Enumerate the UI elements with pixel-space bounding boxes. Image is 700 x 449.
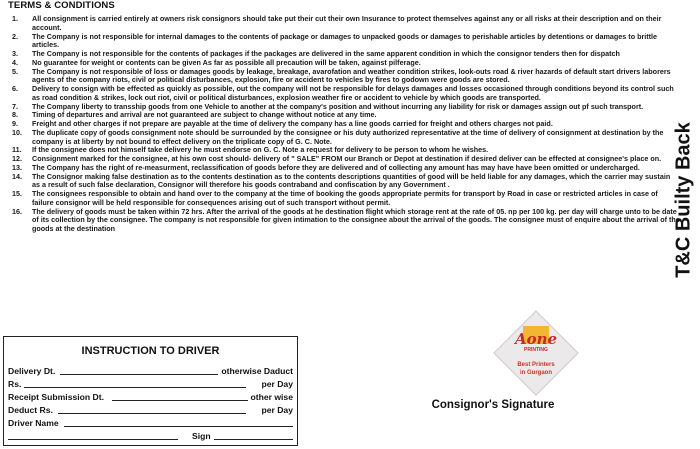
side-title xyxy=(668,122,700,278)
per-day-label-2: per Day xyxy=(261,405,293,415)
term-number: 7. xyxy=(12,101,18,111)
term-number: 8. xyxy=(12,110,18,120)
term-item xyxy=(8,33,680,51)
term-text: All consignment is carried entirely at owners risk consignors should take put their cut their own Insurance to protect themselves against any or all risks at their description and on their account. xyxy=(32,14,662,32)
term-text: Freight and other charges if not prepare are payable at the time of delivery the company has a line goods carried for freight and others charges not paid. xyxy=(32,119,553,128)
per-day-label-1: per Day xyxy=(261,379,293,389)
term-text: The Company has the right of re-measurment, reclassification of goods before they are delivered and of collecting any amount has may have have been omitted or undercharged. xyxy=(32,162,640,172)
term-number: 6. xyxy=(12,84,18,93)
term-number: 10. xyxy=(12,127,22,137)
term-text: The delivery of goods must be taken within 72 hrs. After the arrival of the goods at he destination flight which storage rent at the rate of 05. np per 100 kg. per day will charge unto to be date of its collection by the consignee. The company is not responsible for given intimation to the consignee about the arrival of the goods. The consignee must of enquire about the arrival of the goods at the destination xyxy=(32,206,680,233)
term-number: 3. xyxy=(12,49,18,58)
other-wise-label: other wise xyxy=(250,392,293,402)
term-text: The Company is not responsible of loss or damages goods by leakage, breakage, avarofation and weather condition strikes, look-outs road & river hazards of default start drivers laborers agents of the company riots, civil or political disturbances, explosion, fire or accident to vehicles by fires to godown were goods are stored. xyxy=(32,66,671,85)
side-title-text: T&C Builty Back xyxy=(672,122,695,278)
instruction-box xyxy=(3,336,298,446)
term-item xyxy=(8,85,680,103)
driver-name-label: Driver Name xyxy=(8,418,59,428)
term-text: No guarantee for weight or contents can be given As far as possible all precaution will be taken, against pilferage. xyxy=(32,57,421,67)
rs-row xyxy=(8,377,293,390)
logo-script: Aone xyxy=(514,330,558,348)
term-item xyxy=(8,173,680,191)
term-text: The Company is not responsible for the contents of packages if the packages are delivered in the same apparent condition in which the consignor tenders then for dispatch xyxy=(32,49,620,58)
term-number: 2. xyxy=(12,31,18,41)
term-number: 11. xyxy=(12,145,22,155)
instruction-title: INSTRUCTION TO DRIVER xyxy=(81,345,220,357)
term-text: If the consignee does not himself take delivery he must endorse on G. C. Note a request for delivery to be person to whom he wishes. xyxy=(32,145,489,155)
term-number: 13. xyxy=(12,162,22,172)
term-text: The Company liberty to transship goods from one Vehicle to another at the company's position and without incurring any liability for risk or damages assign out pf such transport. xyxy=(32,101,644,111)
logo-tagline-2: in Gurgaon xyxy=(520,370,552,376)
term-number: 4. xyxy=(12,57,18,67)
logo-brand-word: PRINTING xyxy=(524,347,548,353)
otherwise-daduct-label: otherwise Daduct xyxy=(221,366,293,376)
term-item xyxy=(8,15,680,33)
consignor-signature-caption: Consignor's Signature xyxy=(431,399,555,411)
deduct-rs-row xyxy=(8,403,293,416)
logo-tagline-1: Best Printers xyxy=(517,362,555,368)
printer-logo xyxy=(493,310,579,396)
term-number: 12. xyxy=(12,154,22,163)
rs-field[interactable] xyxy=(24,387,246,388)
term-number: 9. xyxy=(12,119,18,128)
deduct-rs-field[interactable] xyxy=(58,413,246,414)
delivery-date-row xyxy=(8,364,293,377)
delivery-date-label: Delivery Dt. xyxy=(8,366,56,376)
term-text: Delivery to consign with be effected as quickly as possible, out the company will not be responsible for delays damages and losses occasioned through conditions beyond its control such as road condition & strikes, lock out riot, civil or political disturbances, explosion weather fire or accident to vehicle by which goods are transported. xyxy=(32,84,674,102)
sign-row xyxy=(8,429,293,442)
term-text: The consignees responsible to obtain and hand over to the company at the time of booking the goods appropriate permits for transport by Road in case or restricted articles in case of failure consignor will be held responsible for consequences arising out of such transport without permit. xyxy=(32,189,658,207)
term-text: The Consignor making false destination as to the contents destination as to the contents descriptions quantities of good will be held liable for any damages, which the carrier may sustain as a result of such false declaration, Consignor will therefore his goods contraband and confiscation by any Government . xyxy=(32,171,671,190)
driver-name-field[interactable] xyxy=(64,426,293,427)
receipt-submission-field[interactable] xyxy=(112,400,248,401)
driver-name-row xyxy=(8,416,293,429)
term-number: 15. xyxy=(12,189,22,198)
logo-diamond xyxy=(494,311,578,395)
term-text: The duplicate copy of goods consignment note should be surrounded by the consignee or his duty authorized representative at the time of delivery of consignment at destination by the company is at liberty by not bound to effect delivery on the triplicate copy of G. C. Note. xyxy=(32,127,664,146)
sign-field[interactable] xyxy=(214,439,293,440)
term-text: Consignment marked for the consignee, at his own cost should- delivery of " SALE" FROM our Branch or Depot at destination if desired deliver can be effected at consignee's place on. xyxy=(32,154,662,163)
sign-left-line xyxy=(8,439,178,440)
term-item xyxy=(8,129,680,147)
term-number: 1. xyxy=(12,14,18,23)
term-number: 16. xyxy=(12,206,22,216)
term-number: 14. xyxy=(12,171,22,181)
rs-label: Rs. xyxy=(8,379,22,389)
term-text: The Company is not responsible for internal damages to the contents of package or damages to unpacked goods or damages to perishable articles by detentions or damages to brittle articles. xyxy=(32,31,658,50)
term-item xyxy=(8,68,680,86)
terms-heading: TERMS & CONDITIONS xyxy=(8,0,115,11)
term-item xyxy=(8,190,680,208)
delivery-date-field[interactable] xyxy=(60,374,218,375)
term-text: Timing of departures and arrival are not guaranteed are subject to change without notice at any time. xyxy=(32,110,377,120)
term-item xyxy=(8,208,680,234)
terms-list xyxy=(8,15,680,234)
deduct-rs-label: Deduct Rs. xyxy=(8,405,53,415)
receipt-submission-row xyxy=(8,390,293,403)
receipt-submission-label: Receipt Submission Dt. xyxy=(8,392,104,402)
sign-label: Sign xyxy=(192,431,211,441)
term-number: 5. xyxy=(12,66,18,76)
